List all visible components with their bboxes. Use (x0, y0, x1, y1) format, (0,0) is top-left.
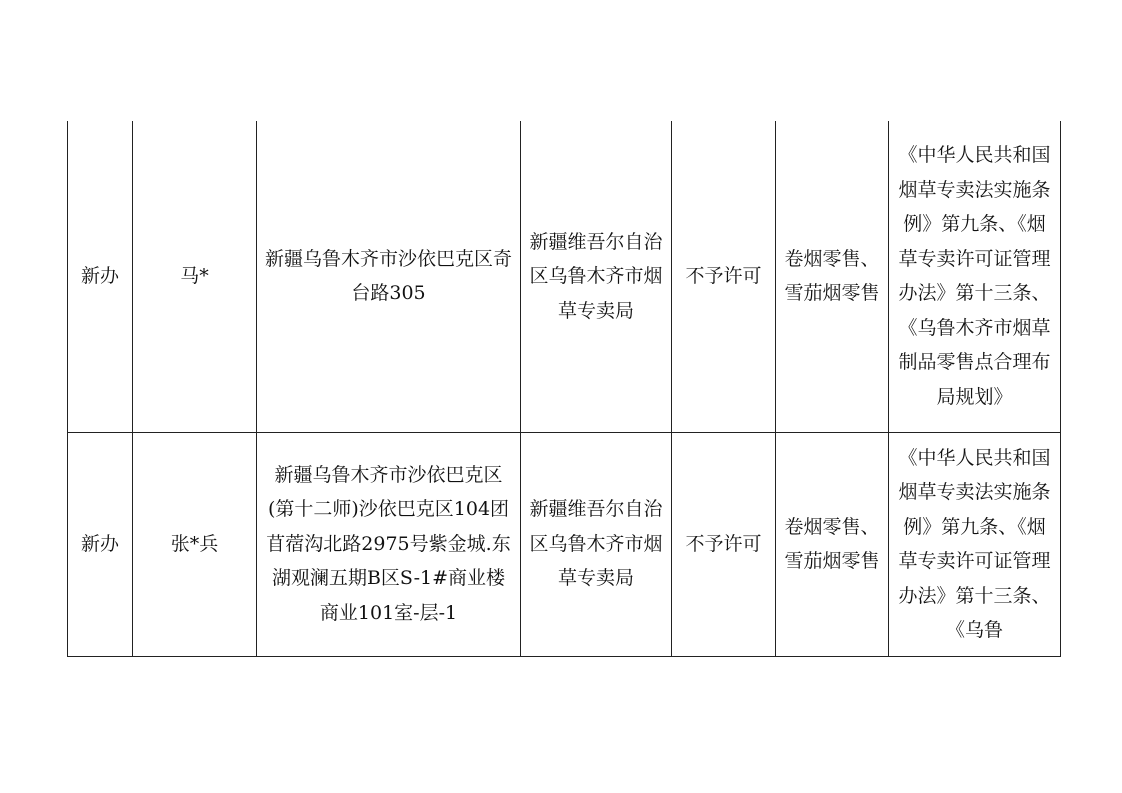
legal-basis-text: 《中华人民共和国烟草专卖法实施条例》第九条、《烟草专卖许可证管理办法》第十三条、《乌鲁木齐市烟草制品零售点合理布局规划》 (898, 144, 1051, 408)
legal-basis-cell (889, 121, 1061, 432)
applicant-name-cell (133, 432, 257, 656)
application-type-text: 新办 (80, 265, 119, 287)
business-address-cell (257, 432, 521, 656)
permit-decision-table (67, 121, 1061, 657)
issuing-authority-cell (521, 121, 672, 432)
application-type-cell (68, 432, 133, 656)
decision-cell (672, 432, 776, 656)
decision-cell (672, 121, 776, 432)
issuing-authority-text: 新疆维吾尔自治区乌鲁木齐市烟草专卖局 (529, 498, 663, 590)
business-scope-cell (776, 121, 889, 432)
legal-basis-text: 《中华人民共和国烟草专卖法实施条例》第九条、《烟草专卖许可证管理办法》第十三条、《乌鲁 (898, 446, 1051, 641)
business-address-text: 新疆乌鲁木齐市沙依巴克区(第十二师)沙依巴克区104团苜蓿沟北路2975号紫金城.东湖观澜五期B区S-1#商业楼商业101室-层-1 (266, 463, 511, 624)
business-scope-text: 卷烟零售、雪茄烟零售 (784, 247, 880, 305)
business-address-cell (257, 121, 521, 432)
issuing-authority-cell (521, 432, 672, 656)
decision-text: 不予许可 (685, 265, 762, 287)
issuing-authority-text: 新疆维吾尔自治区乌鲁木齐市烟草专卖局 (529, 230, 663, 322)
table-row (68, 121, 1061, 432)
business-address-text: 新疆乌鲁木齐市沙依巴克区奇台路305 (265, 247, 513, 305)
applicant-name-text: 马* (180, 265, 209, 287)
business-scope-text: 卷烟零售、雪茄烟零售 (784, 515, 880, 572)
decision-text: 不予许可 (685, 532, 762, 555)
business-scope-cell (776, 432, 889, 656)
application-type-cell (68, 121, 133, 432)
applicant-name-cell (133, 121, 257, 432)
applicant-name-text: 张*兵 (170, 532, 219, 555)
legal-basis-cell (889, 432, 1061, 656)
table-row (68, 432, 1061, 656)
application-type-text: 新办 (80, 532, 119, 555)
